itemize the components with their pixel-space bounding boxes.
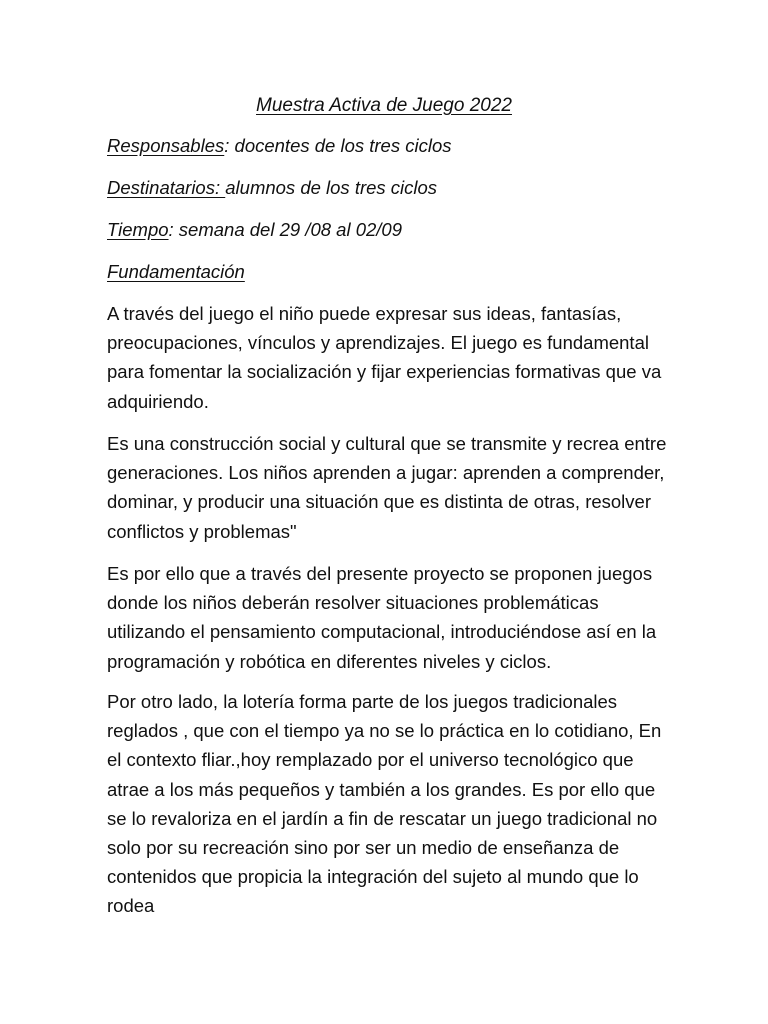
responsables-label: Responsables xyxy=(107,135,225,156)
section-heading-line xyxy=(107,260,245,284)
document-title-text: Muestra Activa de Juego 2022 xyxy=(256,95,512,116)
destinatarios-line xyxy=(107,176,437,200)
destinatarios-value: alumnos de los tres ciclos xyxy=(225,177,438,198)
responsables-line xyxy=(107,134,452,158)
tiempo-line xyxy=(107,218,402,242)
paragraph-3: Es por ello que a través del presente proyecto se proponen juegos donde los niños deberán resolver situaciones problemáticas utilizando el pensamiento computacional, introduciéndose así en la programación y robótica en diferentes niveles y ciclos. xyxy=(107,563,657,672)
tiempo-label: Tiempo xyxy=(107,219,169,240)
responsables-value: : docentes de los tres ciclos xyxy=(224,135,452,156)
document-title xyxy=(0,94,768,118)
destinatarios-label: Destinatarios: xyxy=(107,177,226,198)
paragraph-1: A través del juego el niño puede expresar sus ideas, fantasías, preocupaciones, vínculos y aprendizajes. El juego es fundamental para fomentar la socialización y fijar experiencias formativas que va adquiriendo. xyxy=(107,303,662,412)
tiempo-value: : semana del 29 /08 al 02/09 xyxy=(168,219,403,240)
section-heading: Fundamentación xyxy=(107,261,245,282)
paragraph-2: Es una construcción social y cultural que se transmite y recrea entre generaciones. Los niños aprenden a jugar: aprenden a comprender, dominar, y producir una situación que es distinta de otras, resolver conflictos y problemas" xyxy=(107,433,667,542)
paragraph-4: Por otro lado, la lotería forma parte de los juegos tradicionales reglados , que con el tiempo ya no se lo práctica en lo cotidiano, En el contexto fliar.,hoy remplazado por el universo tecnológico que atrae a los más pequeños y también a los grandes. Es por ello que se lo revaloriza en el jardín a fin de rescatar un juego tradicional no solo por su recreación sino por ser un medio de enseñanza de contenidos que propicia la integración del sujeto al mundo que lo rodea xyxy=(107,691,662,917)
